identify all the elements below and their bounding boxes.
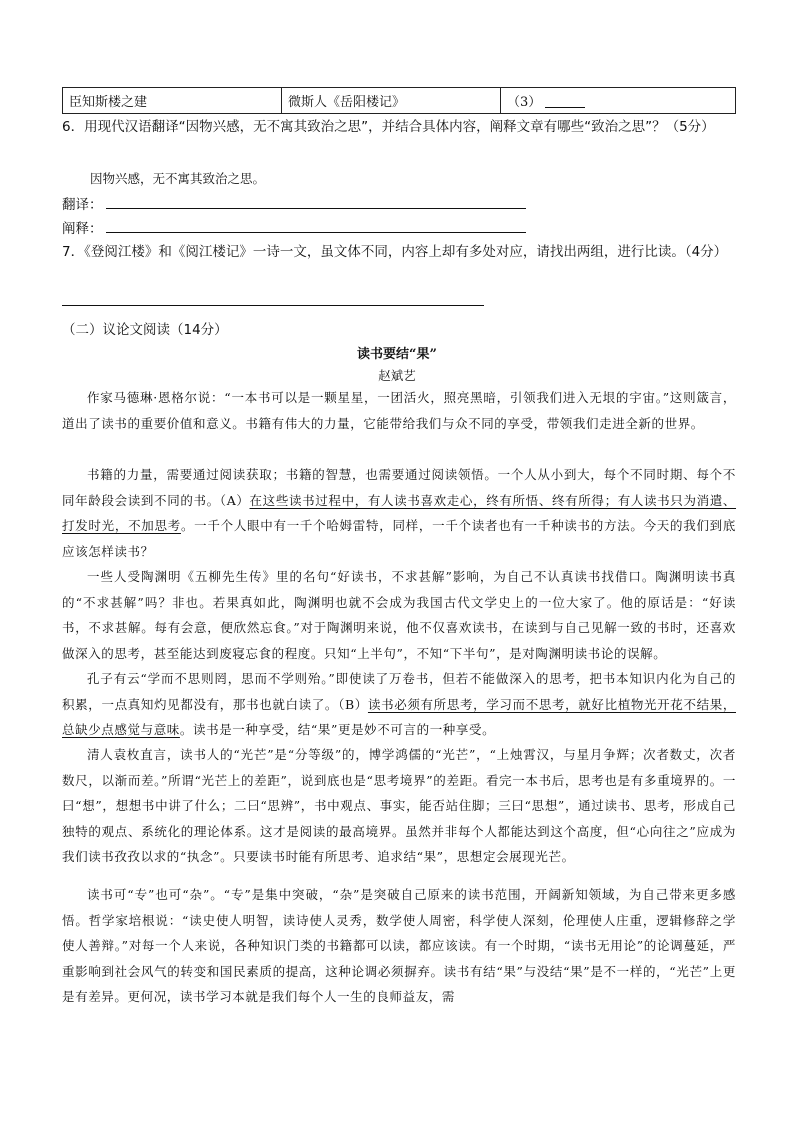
translate-label: 翻译：	[62, 197, 103, 213]
paragraph-2	[62, 462, 736, 564]
article-author: 赵斌艺	[378, 368, 416, 383]
q7-answer-line[interactable]	[62, 305, 484, 306]
table-cell-original: 臣知斯楼之建	[63, 88, 282, 114]
explain-label: 阐释：	[62, 221, 103, 237]
question-6: 6．用现代汉语翻译“因物兴感，无不寓其致治之思”，并结合具体内容，阐释文章有哪些“致治之思”？（5分）	[62, 119, 715, 135]
underlined-sentence-a: 在这些读书过程中，有人读书喜欢走心，终有所悟、终有所得；有人读书只为消遣、打发时光，不加思考	[62, 492, 737, 534]
section-heading: （二）议论文阅读（14分）	[62, 322, 228, 338]
article-title: 读书要结“果”	[357, 347, 437, 362]
paragraph-4	[62, 666, 736, 743]
answer-number: （3）	[507, 95, 542, 110]
table-cell-compare: 微斯人《岳阳楼记》	[282, 88, 501, 114]
paragraph-3: 一些人受陶渊明《五柳先生传》里的名句“好读书，不求甚解”影响，为自己不认真读书找借口。陶渊明读书真的“不求甚解”吗？非也。若果真如此，陶渊明也就不会成为我国古代文学史上的一位大家了。他的原话是：“好读书，不求甚解。每有会意，便欣然忘食。”对于陶渊明来说，他不仅喜欢读书，在读到与自己见解一致的书时，还喜欢做深入的思考，甚至能达到废寝忘食的程度。只知“上半句”，不知“下半句”，是对陶渊明读书论的误解。	[62, 569, 736, 661]
paragraph-6: 读书可“专”也可“杂”。“专”是集中突破，“杂”是突破自己原来的读书范围，开阔新知领域，为自己带来更多感悟。哲学家培根说：“读史使人明智，读诗使人灵秀，数学使人周密，科学使人深刻，伦理使人庄重，逻辑修辞之学使人善辩。”对每一个人来说，各种知识门类的书籍都可以读，都应该读。有一个时期，“读书无用论”的论调蔓延，严重影响到社会风气的转变和国民素质的提高，这种论调必须摒弃。读书有结“果”与没结“果”是不一样的，“光芒”上更是有差异。更何况，读书学习本就是我们每个人一生的良师益友，需	[62, 887, 736, 1005]
comparison-table	[62, 87, 736, 114]
underlined-sentence-b: 读书必须有所思考，学习而不思考，就好比植物光开花不结果，总缺少点感觉与意味	[62, 696, 736, 738]
paragraph-1: 作家马德琳·恩格尔说：“一本书可以是一颗星星，一团活火，照亮黑暗，引领我们进入无垠的宇宙。”这则箴言，道出了读书的重要价值和意义。书籍有伟大的力量，它能带给我们与众不同的享受，带领我们走进全新的世界。	[62, 390, 736, 431]
table-row	[63, 88, 736, 114]
paragraph-2-text-a: 书籍的力量，需要通过阅读获取；书籍的智慧，也需要通过阅读领悟。一个人从小到大，每个不同时期、每个不同年龄段会读到不同的书。（A）	[62, 467, 736, 508]
answer-blank[interactable]	[545, 94, 585, 108]
paragraph-4-text-b: 。读书是一种享受，结“果”更是妙不可言的一种享受。	[179, 722, 496, 738]
paragraph-5: 清人袁枚直言，读书人的“光芒”是“分等级”的，博学鸿儒的“光芒”，“上烛霄汉，与星月争辉；次者数丈，次者数尺，以渐而差。”所谓“光芒上的差距”，说到底也是“思考境界”的差距。看完一本书后，思考也是有多重境界的。一曰“想”，想想书中讲了什么；二曰“思辨”，书中观点、事实，能否站住脚；三曰“思想”，通过读书、思考，形成自己独特的观点、系统化的理论体系。这才是阅读的最高境界。虽然并非每个人都能达到这个高度，但“心向往之”应成为我们读书孜孜以求的“执念”。只要读书时能有所思考、追求结“果”，思想定会展现光芒。	[62, 747, 736, 865]
question-6-quote: 因物兴感，无不寓其致治之思。	[90, 171, 266, 186]
explain-answer-line[interactable]	[106, 232, 526, 233]
paragraph-2-text-b: 。一千个人眼中有一千个哈姆雷特，同样，一千个读者也有一千种读书的方法。今天的我们到底应该怎样读书？	[62, 518, 737, 559]
translate-answer-line[interactable]	[106, 208, 526, 209]
question-7: 7．《登阅江楼》和《阅江楼记》一诗一文，虽文体不同，内容上却有多处对应，请找出两组，进行比读。（4分）	[62, 244, 728, 260]
table-cell-answer	[501, 88, 736, 114]
paragraph-4-text-a: 孔子有云“学而不思则罔，思而不学则殆。”即使读了万卷书，但若不能做深入的思考，把书本知识内化为自己的积累，一点真知灼见都没有，那书也就白读了。（B）	[62, 671, 736, 712]
